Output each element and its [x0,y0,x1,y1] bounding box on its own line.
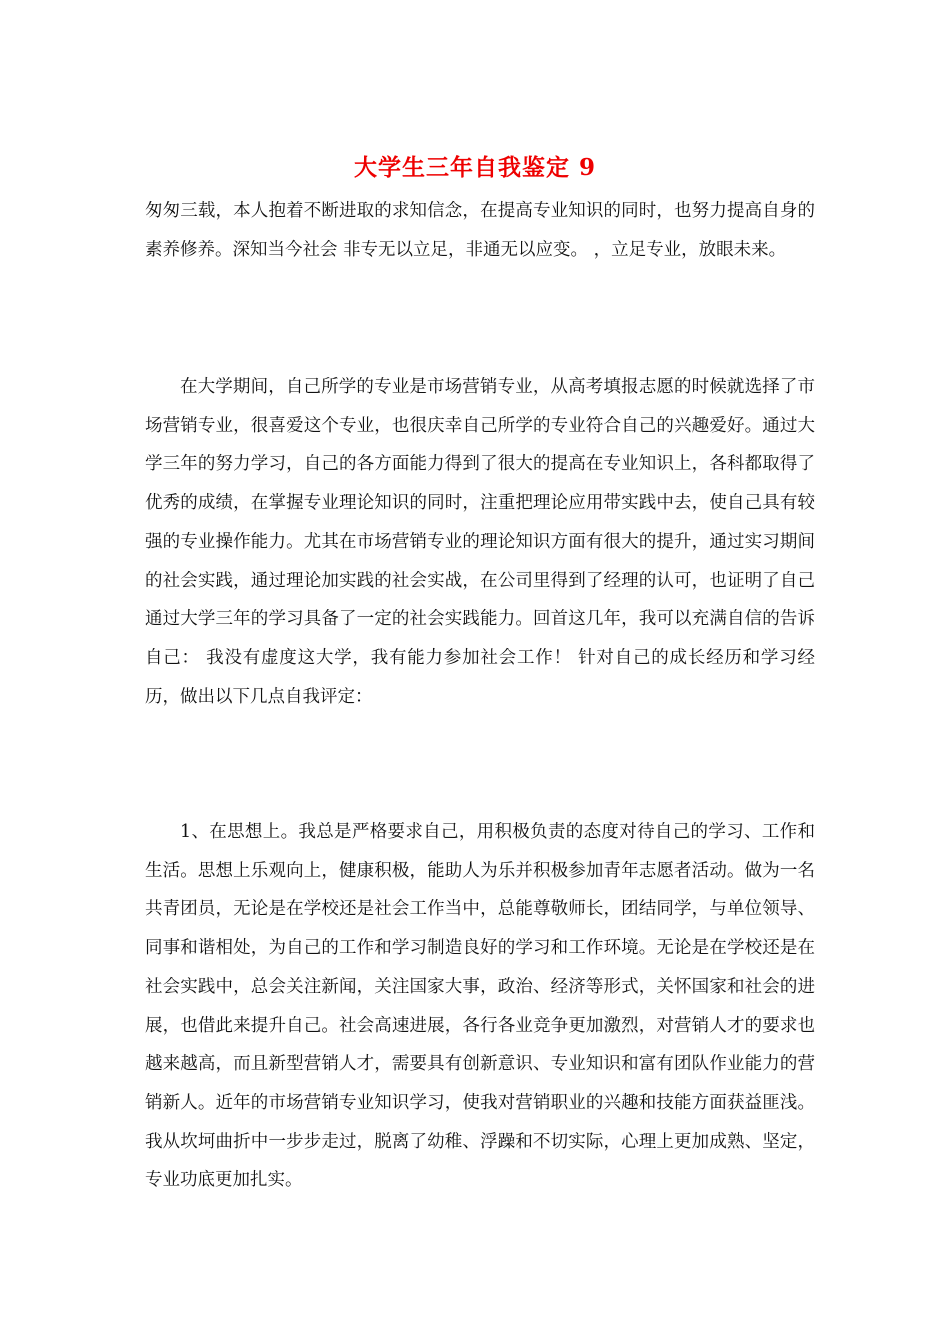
document-title: 大学生三年自我鉴定 9 [353,154,596,181]
paragraph-intro: 匆匆三载，本人抱着不断进取的求知信念，在提高专业知识的同时，也努力提高自身的素养修养。深知当今社会 非专无以立足，非通无以应变。 ，立足专业，放眼未来。 [145,201,815,260]
paragraph-ideology: 1、在思想上。我总是严格要求自己，用积极负责的态度对待自己的学习、工作和生活。思想上乐观向上，健康积极，能助人为乐并积极参加青年志愿者活动。做为一名共青团员，无论是在学校还是社会工作当中，总能尊敬师长，团结同学，与单位领导、同事和谐相处，为自己的工作和学习制造良好的学习和工作环境。无论是在学校还是在社会实践中，总会关注新闻，关注国家大事，政治、经济等形式，关怀国家和社会的进展，也借此来提升自己。社会高速进展，各行各业竞争更加激烈，对营销人才的要求也越来越高，而且新型营销人才，需要具有创新意识、专业知识和富有团队作业能力的营销新人。近年的市场营销专业知识学习，使我对营销职业的兴趣和技能方面获益匪浅。我从坎坷曲折中一步步走过，脱离了幼稚、浮躁和不切实际，心理上更加成熟、坚定，专业功底更加扎实。 [145,822,815,1191]
paragraph-major: 在大学期间，自己所学的专业是市场营销专业，从高考填报志愿的时候就选择了市场营销专业，很喜爱这个专业，也很庆幸自己所学的专业符合自己的兴趣爱好。通过大学三年的努力学习，自己的各方面能力得到了很大的提高在专业知识上，各科都取得了优秀的成绩，在掌握专业理论知识的同时，注重把理论应用带实践中去，使自己具有较强的专业操作能力。尤其在市场营销专业的理论知识方面有很大的提升，通过实习期间的社会实践，通过理论加实践的社会实战，在公司里得到了经理的认可，也证明了自己通过大学三年的学习具备了一定的社会实践能力。回首这几年，我可以充满自信的告诉自己： 我没有虚度这大学，我有能力参加社会工作！ 针对自己的成长经历和学习经历，做出以下几点自我评定： [145,377,815,707]
